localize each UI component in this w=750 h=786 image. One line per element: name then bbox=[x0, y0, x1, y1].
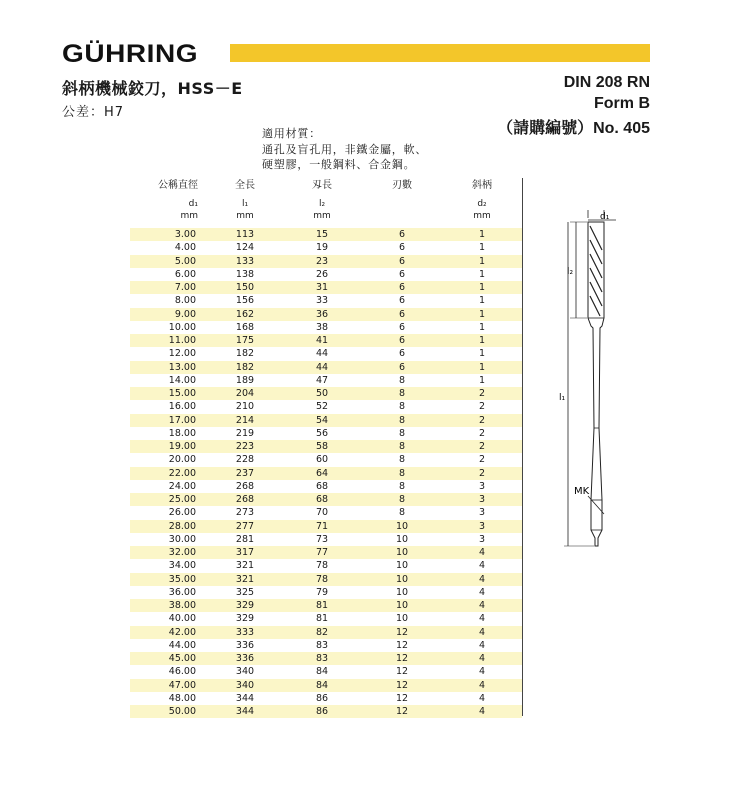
cell-flute-length: 38 bbox=[282, 321, 362, 334]
cell-morse-taper: 4 bbox=[442, 652, 522, 665]
cell-flute-count: 10 bbox=[362, 546, 442, 559]
cell-flute-count: 8 bbox=[362, 480, 442, 493]
cell-nominal-diameter: 22.00 bbox=[130, 467, 208, 480]
cell-flute-length: 81 bbox=[282, 599, 362, 612]
cell-morse-taper: 2 bbox=[442, 467, 522, 480]
cell-overall-length: 237 bbox=[208, 467, 282, 480]
cell-nominal-diameter: 32.00 bbox=[130, 546, 208, 559]
cell-morse-taper: 2 bbox=[442, 453, 522, 466]
cell-overall-length: 150 bbox=[208, 281, 282, 294]
cell-overall-length: 321 bbox=[208, 573, 282, 586]
cell-nominal-diameter: 35.00 bbox=[130, 573, 208, 586]
product-title: 斜柄機械鉸刀，HSS－E bbox=[62, 79, 243, 98]
label-l1: l₁ bbox=[559, 393, 566, 403]
materials-heading: 適用材質： bbox=[262, 127, 321, 140]
cell-flute-count: 8 bbox=[362, 453, 442, 466]
cell-flute-length: 82 bbox=[282, 626, 362, 639]
table-row bbox=[130, 414, 522, 427]
table-row bbox=[130, 586, 522, 599]
header-symbol-l2: l₂ bbox=[318, 199, 326, 209]
header-unit-l2: mm bbox=[313, 211, 331, 221]
cell-morse-taper: 2 bbox=[442, 427, 522, 440]
cell-overall-length: 317 bbox=[208, 546, 282, 559]
cell-overall-length: 133 bbox=[208, 255, 282, 268]
cell-morse-taper: 4 bbox=[442, 612, 522, 625]
cell-morse-taper: 1 bbox=[442, 255, 522, 268]
table-row bbox=[130, 453, 522, 466]
cell-flute-length: 83 bbox=[282, 652, 362, 665]
order-number-value: No. 405 bbox=[593, 120, 650, 137]
cell-nominal-diameter: 26.00 bbox=[130, 506, 208, 519]
table-row bbox=[130, 281, 522, 294]
cell-flute-length: 52 bbox=[282, 400, 362, 413]
cell-flute-count: 12 bbox=[362, 626, 442, 639]
table-row bbox=[130, 268, 522, 281]
cell-morse-taper: 4 bbox=[442, 599, 522, 612]
cell-nominal-diameter: 48.00 bbox=[130, 692, 208, 705]
cell-flute-length: 84 bbox=[282, 679, 362, 692]
cell-flute-count: 6 bbox=[362, 255, 442, 268]
cell-flute-length: 47 bbox=[282, 374, 362, 387]
cell-overall-length: 138 bbox=[208, 268, 282, 281]
table-row bbox=[130, 308, 522, 321]
cell-overall-length: 321 bbox=[208, 559, 282, 572]
cell-flute-length: 86 bbox=[282, 692, 362, 705]
cell-flute-length: 23 bbox=[282, 255, 362, 268]
cell-flute-count: 6 bbox=[362, 228, 442, 241]
cell-nominal-diameter: 17.00 bbox=[130, 414, 208, 427]
cell-flute-length: 64 bbox=[282, 467, 362, 480]
din-standard: DIN 208 RN bbox=[563, 74, 650, 91]
table-row bbox=[130, 228, 522, 241]
cell-nominal-diameter: 28.00 bbox=[130, 520, 208, 533]
cell-flute-length: 41 bbox=[282, 334, 362, 347]
cell-flute-length: 81 bbox=[282, 612, 362, 625]
cell-morse-taper: 4 bbox=[442, 626, 522, 639]
cell-flute-length: 58 bbox=[282, 440, 362, 453]
cell-flute-count: 12 bbox=[362, 679, 442, 692]
cell-morse-taper: 4 bbox=[442, 665, 522, 678]
cell-nominal-diameter: 38.00 bbox=[130, 599, 208, 612]
cell-morse-taper: 3 bbox=[442, 493, 522, 506]
materials-line: 硬塑膠，一般鋼料、合金鋼。 bbox=[262, 158, 416, 171]
cell-flute-length: 44 bbox=[282, 361, 362, 374]
cell-morse-taper: 2 bbox=[442, 387, 522, 400]
cell-morse-taper: 2 bbox=[442, 440, 522, 453]
cell-flute-count: 8 bbox=[362, 440, 442, 453]
table-row bbox=[130, 255, 522, 268]
cell-nominal-diameter: 36.00 bbox=[130, 586, 208, 599]
reamer-drawing bbox=[540, 200, 650, 560]
cell-flute-count: 8 bbox=[362, 400, 442, 413]
tolerance-label: 公差：H7 bbox=[62, 105, 125, 120]
cell-flute-count: 8 bbox=[362, 493, 442, 506]
cell-flute-count: 6 bbox=[362, 281, 442, 294]
cell-morse-taper: 1 bbox=[442, 308, 522, 321]
cell-overall-length: 189 bbox=[208, 374, 282, 387]
cell-morse-taper: 1 bbox=[442, 281, 522, 294]
table-row bbox=[130, 573, 522, 586]
table-row bbox=[130, 612, 522, 625]
cell-flute-count: 8 bbox=[362, 374, 442, 387]
cell-overall-length: 223 bbox=[208, 440, 282, 453]
cell-morse-taper: 4 bbox=[442, 573, 522, 586]
header-unit-l1: mm bbox=[236, 211, 254, 221]
cell-morse-taper: 4 bbox=[442, 586, 522, 599]
cell-morse-taper: 1 bbox=[442, 361, 522, 374]
materials-line: 通孔及盲孔用，非鐵金屬，軟、 bbox=[262, 142, 428, 156]
cell-nominal-diameter: 12.00 bbox=[130, 347, 208, 360]
cell-overall-length: 204 bbox=[208, 387, 282, 400]
applicable-materials bbox=[262, 126, 427, 173]
cell-flute-length: 33 bbox=[282, 294, 362, 307]
cell-morse-taper: 4 bbox=[442, 559, 522, 572]
cell-nominal-diameter: 45.00 bbox=[130, 652, 208, 665]
cell-nominal-diameter: 16.00 bbox=[130, 400, 208, 413]
cell-overall-length: 210 bbox=[208, 400, 282, 413]
table-row bbox=[130, 427, 522, 440]
cell-nominal-diameter: 50.00 bbox=[130, 705, 208, 718]
cell-flute-count: 6 bbox=[362, 361, 442, 374]
cell-flute-count: 12 bbox=[362, 652, 442, 665]
header-overall-length: 全長 bbox=[235, 180, 255, 191]
cell-nominal-diameter: 30.00 bbox=[130, 533, 208, 546]
cell-flute-count: 12 bbox=[362, 639, 442, 652]
cell-flute-count: 8 bbox=[362, 427, 442, 440]
cell-overall-length: 113 bbox=[208, 228, 282, 241]
cell-nominal-diameter: 44.00 bbox=[130, 639, 208, 652]
cell-flute-count: 6 bbox=[362, 308, 442, 321]
cell-overall-length: 162 bbox=[208, 308, 282, 321]
cell-flute-count: 6 bbox=[362, 321, 442, 334]
order-number-label: （請購編號） bbox=[497, 120, 594, 137]
cell-overall-length: 340 bbox=[208, 679, 282, 692]
cell-morse-taper: 4 bbox=[442, 705, 522, 718]
cell-nominal-diameter: 24.00 bbox=[130, 480, 208, 493]
cell-nominal-diameter: 5.00 bbox=[130, 255, 208, 268]
cell-flute-length: 78 bbox=[282, 573, 362, 586]
cell-flute-count: 12 bbox=[362, 692, 442, 705]
cell-overall-length: 277 bbox=[208, 520, 282, 533]
cell-flute-count: 10 bbox=[362, 533, 442, 546]
cell-flute-length: 50 bbox=[282, 387, 362, 400]
cell-flute-count: 10 bbox=[362, 520, 442, 533]
cell-nominal-diameter: 4.00 bbox=[130, 241, 208, 254]
cell-flute-length: 26 bbox=[282, 268, 362, 281]
cell-flute-length: 79 bbox=[282, 586, 362, 599]
cell-overall-length: 156 bbox=[208, 294, 282, 307]
cell-flute-count: 10 bbox=[362, 599, 442, 612]
cell-nominal-diameter: 9.00 bbox=[130, 308, 208, 321]
cell-morse-taper: 4 bbox=[442, 692, 522, 705]
cell-overall-length: 336 bbox=[208, 652, 282, 665]
table-row bbox=[130, 467, 522, 480]
header-flute-count: 刃數 bbox=[392, 180, 412, 191]
cell-overall-length: 175 bbox=[208, 334, 282, 347]
cell-flute-count: 10 bbox=[362, 586, 442, 599]
spec-table bbox=[130, 180, 522, 718]
cell-flute-length: 36 bbox=[282, 308, 362, 321]
cell-flute-count: 10 bbox=[362, 612, 442, 625]
cell-morse-taper: 3 bbox=[442, 480, 522, 493]
table-row bbox=[130, 599, 522, 612]
cell-morse-taper: 4 bbox=[442, 546, 522, 559]
table-row bbox=[130, 374, 522, 387]
cell-nominal-diameter: 19.00 bbox=[130, 440, 208, 453]
cell-flute-count: 12 bbox=[362, 665, 442, 678]
header-nominal-diameter: 公稱直徑 bbox=[158, 180, 198, 191]
table-row bbox=[130, 639, 522, 652]
table-row bbox=[130, 705, 522, 718]
cell-flute-length: 54 bbox=[282, 414, 362, 427]
cell-overall-length: 182 bbox=[208, 347, 282, 360]
table-row bbox=[130, 493, 522, 506]
cell-nominal-diameter: 34.00 bbox=[130, 559, 208, 572]
table-row bbox=[130, 294, 522, 307]
cell-overall-length: 336 bbox=[208, 639, 282, 652]
header-unit-d1: mm bbox=[180, 211, 198, 221]
table-row bbox=[130, 506, 522, 519]
label-morse-taper: MK bbox=[574, 486, 590, 497]
cell-overall-length: 268 bbox=[208, 493, 282, 506]
cell-flute-length: 31 bbox=[282, 281, 362, 294]
cell-overall-length: 344 bbox=[208, 692, 282, 705]
cell-flute-length: 73 bbox=[282, 533, 362, 546]
table-row bbox=[130, 241, 522, 254]
cell-morse-taper: 1 bbox=[442, 321, 522, 334]
table-row bbox=[130, 652, 522, 665]
cell-flute-length: 78 bbox=[282, 559, 362, 572]
cell-morse-taper: 3 bbox=[442, 506, 522, 519]
cell-overall-length: 182 bbox=[208, 361, 282, 374]
table-row bbox=[130, 665, 522, 678]
cell-flute-count: 10 bbox=[362, 559, 442, 572]
cell-flute-count: 8 bbox=[362, 467, 442, 480]
cell-flute-length: 86 bbox=[282, 705, 362, 718]
cell-overall-length: 329 bbox=[208, 612, 282, 625]
table-row bbox=[130, 626, 522, 639]
cell-flute-count: 6 bbox=[362, 347, 442, 360]
table-row bbox=[130, 520, 522, 533]
cell-nominal-diameter: 11.00 bbox=[130, 334, 208, 347]
table-row bbox=[130, 387, 522, 400]
cell-morse-taper: 1 bbox=[442, 241, 522, 254]
cell-flute-length: 84 bbox=[282, 665, 362, 678]
cell-nominal-diameter: 6.00 bbox=[130, 268, 208, 281]
cell-nominal-diameter: 8.00 bbox=[130, 294, 208, 307]
cell-morse-taper: 1 bbox=[442, 334, 522, 347]
label-d1: d₁ bbox=[600, 212, 610, 222]
header-unit-z bbox=[362, 210, 442, 228]
cell-flute-count: 8 bbox=[362, 506, 442, 519]
cell-morse-taper: 3 bbox=[442, 520, 522, 533]
cell-overall-length: 273 bbox=[208, 506, 282, 519]
cell-flute-length: 19 bbox=[282, 241, 362, 254]
table-row bbox=[130, 321, 522, 334]
table-row bbox=[130, 559, 522, 572]
table-row bbox=[130, 361, 522, 374]
header-symbol-z bbox=[362, 198, 442, 210]
cell-flute-length: 71 bbox=[282, 520, 362, 533]
cell-overall-length: 329 bbox=[208, 599, 282, 612]
table-row bbox=[130, 480, 522, 493]
cell-overall-length: 168 bbox=[208, 321, 282, 334]
cell-nominal-diameter: 14.00 bbox=[130, 374, 208, 387]
cell-nominal-diameter: 46.00 bbox=[130, 665, 208, 678]
cell-overall-length: 219 bbox=[208, 427, 282, 440]
cell-nominal-diameter: 20.00 bbox=[130, 453, 208, 466]
cell-overall-length: 344 bbox=[208, 705, 282, 718]
header-symbol-d2: d₂ bbox=[477, 199, 487, 209]
cell-overall-length: 124 bbox=[208, 241, 282, 254]
cell-flute-count: 10 bbox=[362, 573, 442, 586]
cell-flute-length: 70 bbox=[282, 506, 362, 519]
table-row bbox=[130, 679, 522, 692]
header-morse-taper: 斜柄 bbox=[472, 180, 492, 191]
table-divider bbox=[522, 178, 523, 716]
table-row bbox=[130, 546, 522, 559]
header-unit-d2: mm bbox=[473, 211, 491, 221]
cell-morse-taper: 1 bbox=[442, 347, 522, 360]
cell-flute-length: 44 bbox=[282, 347, 362, 360]
cell-flute-count: 6 bbox=[362, 241, 442, 254]
cell-morse-taper: 4 bbox=[442, 639, 522, 652]
order-number bbox=[497, 115, 650, 138]
header-symbol-l1: l₁ bbox=[241, 199, 249, 209]
cell-nominal-diameter: 10.00 bbox=[130, 321, 208, 334]
brand-logo: GÜHRING bbox=[62, 40, 199, 68]
cell-morse-taper: 1 bbox=[442, 228, 522, 241]
cell-nominal-diameter: 47.00 bbox=[130, 679, 208, 692]
cell-nominal-diameter: 15.00 bbox=[130, 387, 208, 400]
cell-overall-length: 228 bbox=[208, 453, 282, 466]
cell-flute-count: 8 bbox=[362, 414, 442, 427]
brand-color-bar bbox=[230, 44, 650, 62]
cell-nominal-diameter: 18.00 bbox=[130, 427, 208, 440]
cell-overall-length: 340 bbox=[208, 665, 282, 678]
cell-flute-length: 68 bbox=[282, 493, 362, 506]
cell-flute-length: 77 bbox=[282, 546, 362, 559]
header-symbol-d1: d₁ bbox=[188, 199, 198, 209]
cell-flute-count: 6 bbox=[362, 268, 442, 281]
cell-nominal-diameter: 7.00 bbox=[130, 281, 208, 294]
cell-morse-taper: 1 bbox=[442, 294, 522, 307]
cell-nominal-diameter: 3.00 bbox=[130, 228, 208, 241]
cell-morse-taper: 4 bbox=[442, 679, 522, 692]
cell-nominal-diameter: 40.00 bbox=[130, 612, 208, 625]
cell-flute-length: 60 bbox=[282, 453, 362, 466]
table-row bbox=[130, 533, 522, 546]
header-flute-length: 刄長 bbox=[312, 180, 332, 191]
cell-overall-length: 325 bbox=[208, 586, 282, 599]
cell-morse-taper: 2 bbox=[442, 414, 522, 427]
cell-flute-length: 83 bbox=[282, 639, 362, 652]
cell-flute-length: 68 bbox=[282, 480, 362, 493]
cell-flute-count: 6 bbox=[362, 334, 442, 347]
table-row bbox=[130, 347, 522, 360]
cell-nominal-diameter: 42.00 bbox=[130, 626, 208, 639]
table-row bbox=[130, 440, 522, 453]
label-l2: l₂ bbox=[567, 267, 574, 277]
table-row bbox=[130, 400, 522, 413]
cell-overall-length: 281 bbox=[208, 533, 282, 546]
cell-overall-length: 268 bbox=[208, 480, 282, 493]
cell-flute-count: 8 bbox=[362, 387, 442, 400]
cell-flute-length: 56 bbox=[282, 427, 362, 440]
cell-morse-taper: 1 bbox=[442, 268, 522, 281]
cell-nominal-diameter: 13.00 bbox=[130, 361, 208, 374]
cell-overall-length: 214 bbox=[208, 414, 282, 427]
cell-nominal-diameter: 25.00 bbox=[130, 493, 208, 506]
cell-overall-length: 333 bbox=[208, 626, 282, 639]
cell-morse-taper: 1 bbox=[442, 374, 522, 387]
cell-flute-length: 15 bbox=[282, 228, 362, 241]
cell-flute-count: 6 bbox=[362, 294, 442, 307]
cell-morse-taper: 3 bbox=[442, 533, 522, 546]
spec-table-body bbox=[130, 228, 522, 718]
form-type: Form B bbox=[594, 95, 650, 112]
table-row bbox=[130, 334, 522, 347]
cell-morse-taper: 2 bbox=[442, 400, 522, 413]
cell-flute-count: 12 bbox=[362, 705, 442, 718]
table-row bbox=[130, 692, 522, 705]
